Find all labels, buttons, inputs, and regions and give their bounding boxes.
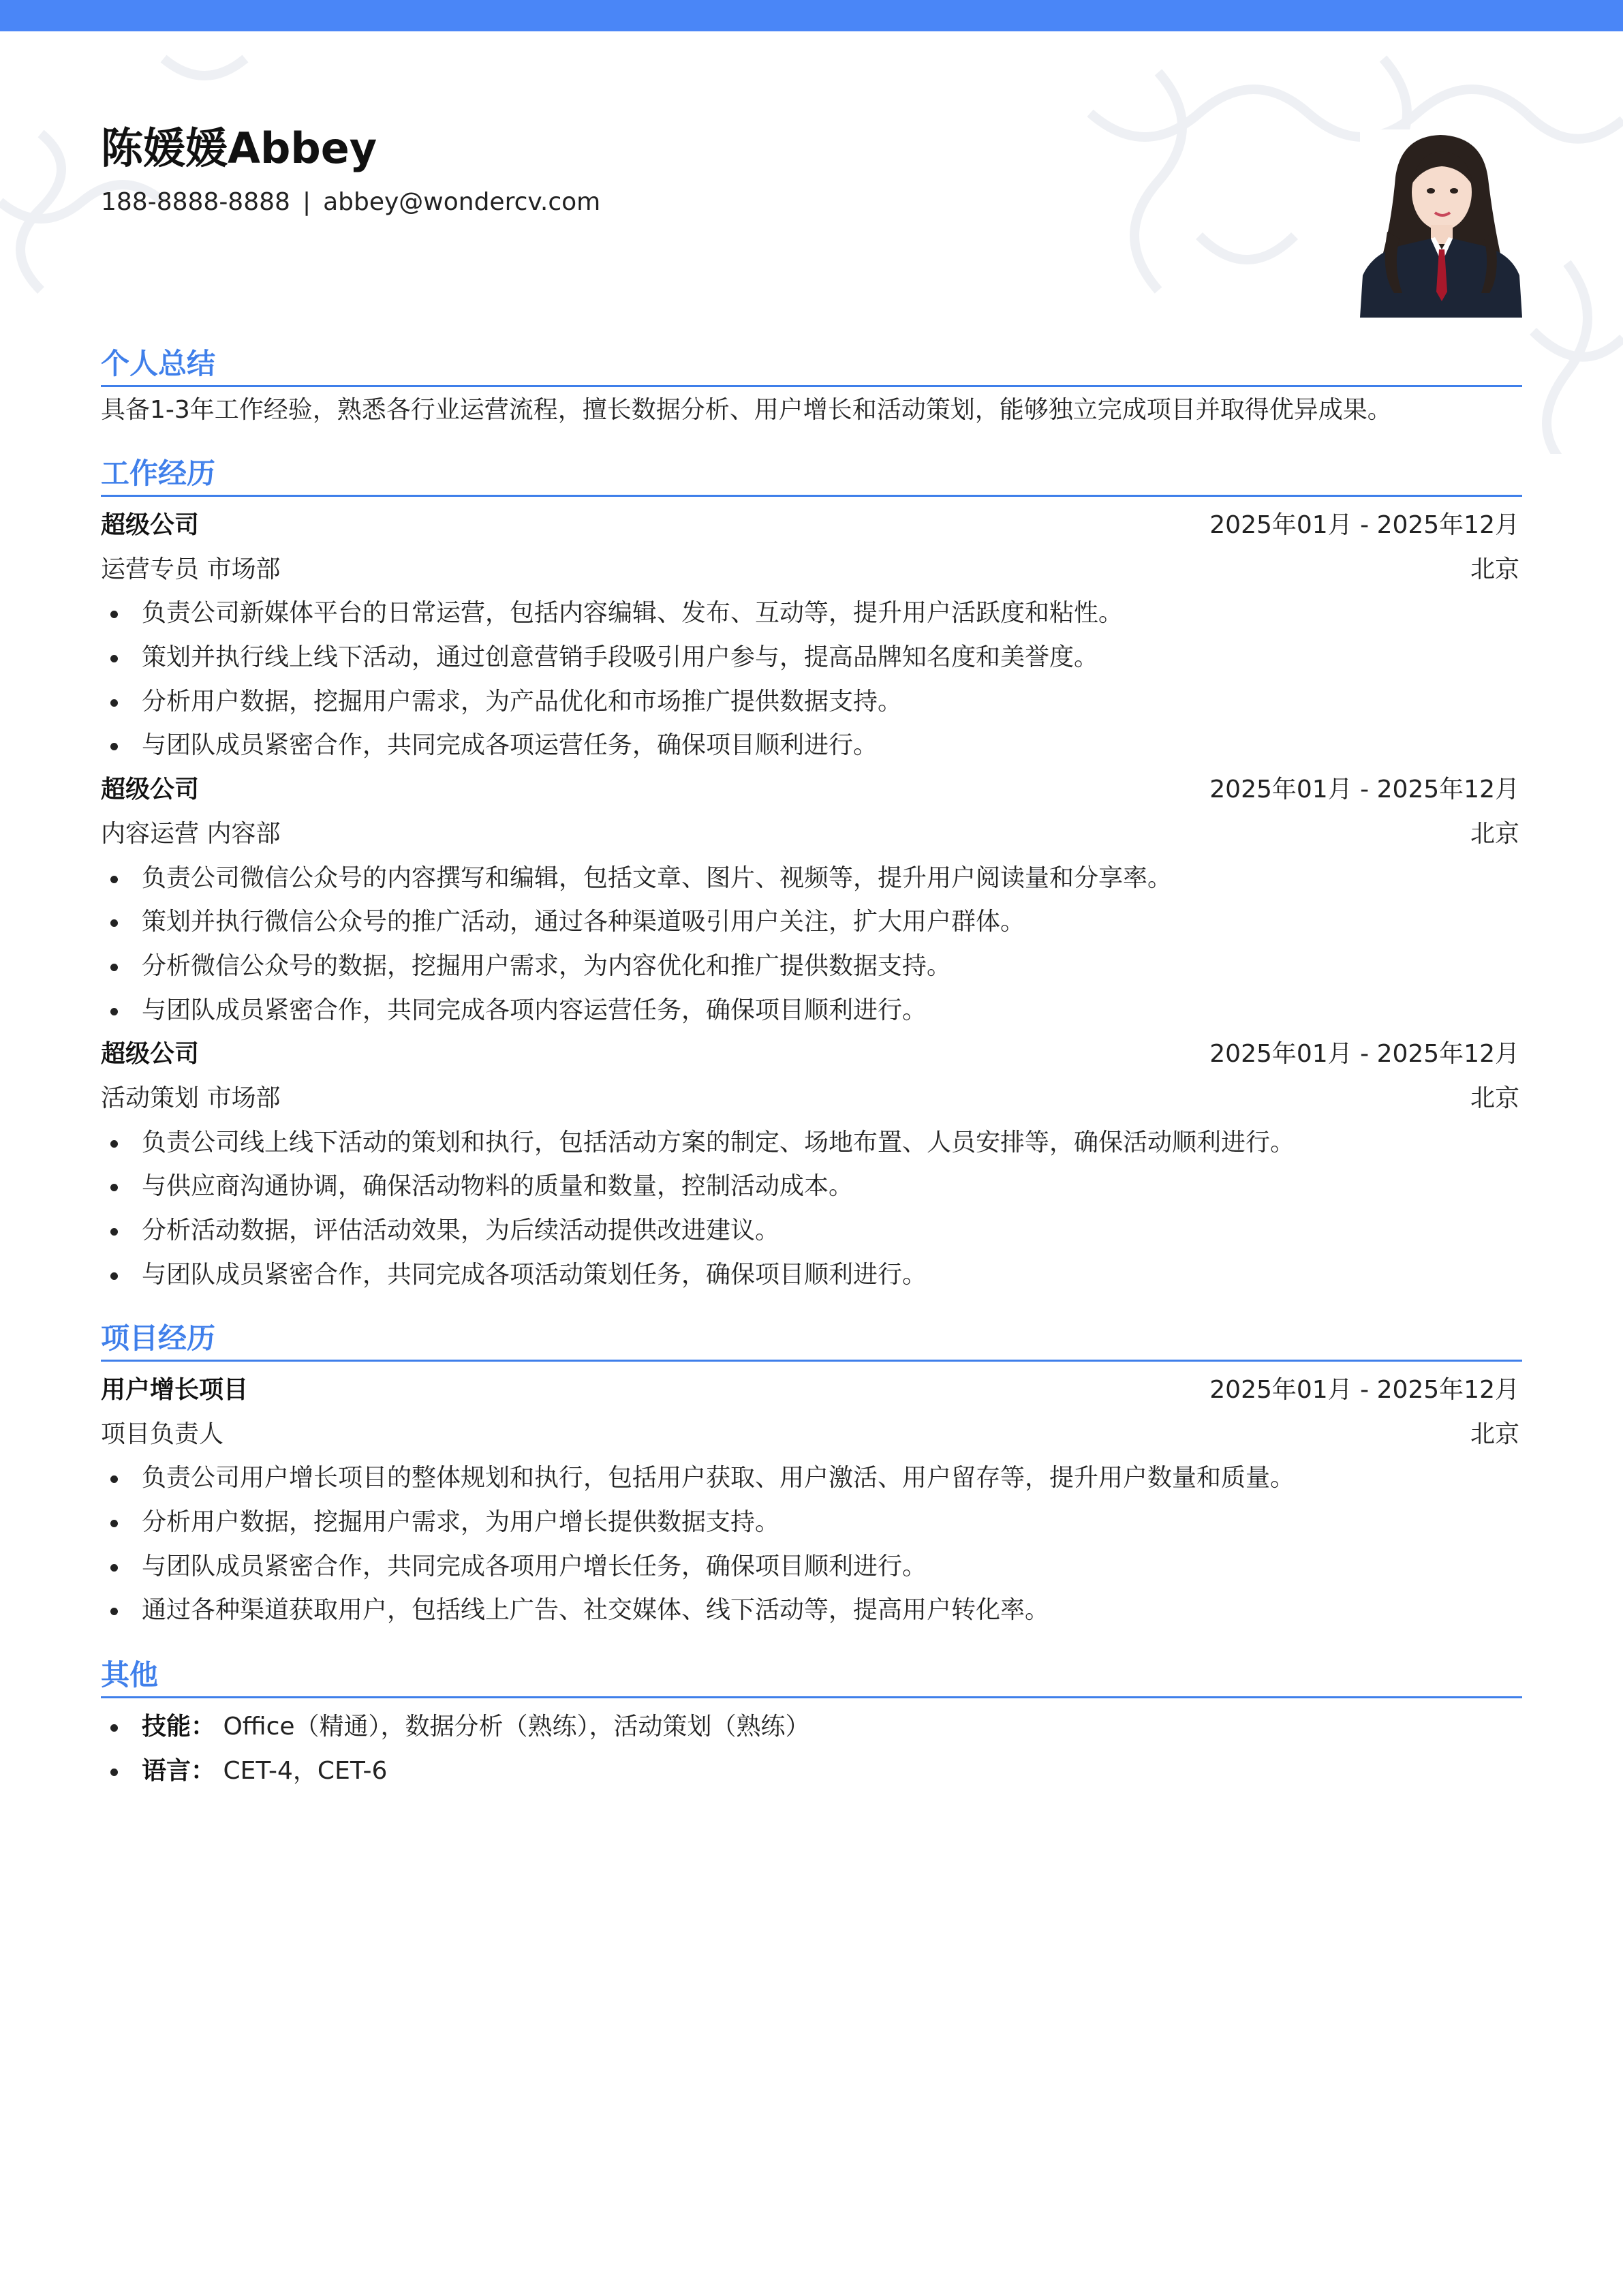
project-location: 北京 bbox=[1470, 1420, 1519, 1448]
list-item: 与团队成员紧密合作，共同完成各项内容运营任务，确保项目顺利进行。 bbox=[101, 989, 1522, 1033]
job-location: 北京 bbox=[1470, 555, 1519, 583]
project-section bbox=[101, 1317, 1522, 1633]
work-entry-subheader bbox=[101, 812, 1522, 857]
job-role: 活动策划 市场部 bbox=[101, 1084, 281, 1112]
languages-value: CET-4，CET-6 bbox=[223, 1756, 388, 1785]
other-section bbox=[101, 1654, 1522, 1793]
job-role: 运营专员 市场部 bbox=[101, 555, 281, 583]
list-item: 分析活动数据，评估活动效果，为后续活动提供改进建议。 bbox=[101, 1209, 1522, 1253]
skills-item bbox=[101, 1705, 1522, 1749]
summary-section bbox=[101, 343, 1522, 433]
contact-line bbox=[101, 188, 600, 216]
work-entry bbox=[101, 1032, 1522, 1297]
list-item: 分析微信公众号的数据，挖掘用户需求，为内容优化和推广提供数据支持。 bbox=[101, 945, 1522, 989]
phone-number: 188-8888-8888 bbox=[101, 188, 290, 216]
work-entry-header bbox=[101, 504, 1522, 548]
list-item: 负责公司新媒体平台的日常运营，包括内容编辑、发布、互动等，提升用户活跃度和粘性。 bbox=[101, 592, 1522, 636]
work-entry-header bbox=[101, 768, 1522, 812]
project-entry bbox=[101, 1368, 1522, 1633]
work-dates: 2025年01月 - 2025年12月 bbox=[1209, 776, 1519, 804]
job-role: 内容运营 内容部 bbox=[101, 819, 281, 848]
work-entry bbox=[101, 504, 1522, 768]
profile-photo bbox=[1360, 129, 1522, 318]
company-name: 超级公司 bbox=[101, 511, 200, 539]
contact-separator: | bbox=[302, 188, 311, 216]
work-entry-subheader bbox=[101, 1077, 1522, 1121]
project-role: 项目负责人 bbox=[101, 1420, 224, 1448]
list-item: 与团队成员紧密合作，共同完成各项用户增长任务，确保项目顺利进行。 bbox=[101, 1545, 1522, 1589]
work-dates: 2025年01月 - 2025年12月 bbox=[1209, 1040, 1519, 1069]
project-dates: 2025年01月 - 2025年12月 bbox=[1209, 1376, 1519, 1404]
list-item: 策划并执行线上线下活动，通过创意营销手段吸引用户参与，提高品牌知名度和美誉度。 bbox=[101, 636, 1522, 680]
list-item: 负责公司用户增长项目的整体规划和执行，包括用户获取、用户激活、用户留存等，提升用户数量和质量。 bbox=[101, 1456, 1522, 1501]
skills-label: 技能： bbox=[142, 1713, 216, 1741]
work-dates: 2025年01月 - 2025年12月 bbox=[1209, 511, 1519, 539]
list-item: 与团队成员紧密合作，共同完成各项运营任务，确保项目顺利进行。 bbox=[101, 724, 1522, 768]
languages-label: 语言： bbox=[142, 1756, 216, 1785]
project-entry-subheader bbox=[101, 1413, 1522, 1457]
section-title-summary: 个人总结 bbox=[101, 343, 1522, 387]
list-item: 分析用户数据，挖掘用户需求，为产品优化和市场推广提供数据支持。 bbox=[101, 680, 1522, 724]
work-entry bbox=[101, 768, 1522, 1032]
work-entry-subheader bbox=[101, 548, 1522, 592]
section-title-other: 其他 bbox=[101, 1654, 1522, 1698]
job-location: 北京 bbox=[1470, 1084, 1519, 1112]
languages-item bbox=[101, 1749, 1522, 1794]
section-title-projects: 项目经历 bbox=[101, 1317, 1522, 1362]
section-title-work: 工作经历 bbox=[101, 453, 1522, 497]
skills-value: Office（精通），数据分析（熟练），活动策划（熟练） bbox=[223, 1713, 810, 1741]
list-item: 负责公司线上线下活动的策划和执行，包括活动方案的制定、场地布置、人员安排等，确保活动顺利进行。 bbox=[101, 1121, 1522, 1165]
list-item: 负责公司微信公众号的内容撰写和编辑，包括文章、图片、视频等，提升用户阅读量和分享率。 bbox=[101, 857, 1522, 901]
list-item: 策划并执行微信公众号的推广活动，通过各种渠道吸引用户关注，扩大用户群体。 bbox=[101, 900, 1522, 945]
top-accent-bar bbox=[0, 0, 1623, 31]
job-location: 北京 bbox=[1470, 819, 1519, 848]
company-name: 超级公司 bbox=[101, 776, 200, 804]
work-section bbox=[101, 453, 1522, 1297]
list-item: 与供应商沟通协调，确保活动物料的质量和数量，控制活动成本。 bbox=[101, 1165, 1522, 1209]
company-name: 超级公司 bbox=[101, 1040, 200, 1069]
project-name: 用户增长项目 bbox=[101, 1376, 249, 1404]
candidate-name: 陈媛媛Abbey bbox=[101, 123, 377, 173]
project-entry-header bbox=[101, 1368, 1522, 1413]
work-entry-header bbox=[101, 1032, 1522, 1077]
email-address: abbey@wondercv.com bbox=[323, 188, 601, 216]
list-item: 与团队成员紧密合作，共同完成各项活动策划任务，确保项目顺利进行。 bbox=[101, 1253, 1522, 1298]
summary-text: 具备1-3年工作经验，熟悉各行业运营流程，擅长数据分析、用户增长和活动策划，能够独立完成项目并取得优异成果。 bbox=[101, 396, 1392, 424]
list-item: 分析用户数据，挖掘用户需求，为用户增长提供数据支持。 bbox=[101, 1501, 1522, 1545]
list-item: 通过各种渠道获取用户，包括线上广告、社交媒体、线下活动等，提高用户转化率。 bbox=[101, 1589, 1522, 1633]
